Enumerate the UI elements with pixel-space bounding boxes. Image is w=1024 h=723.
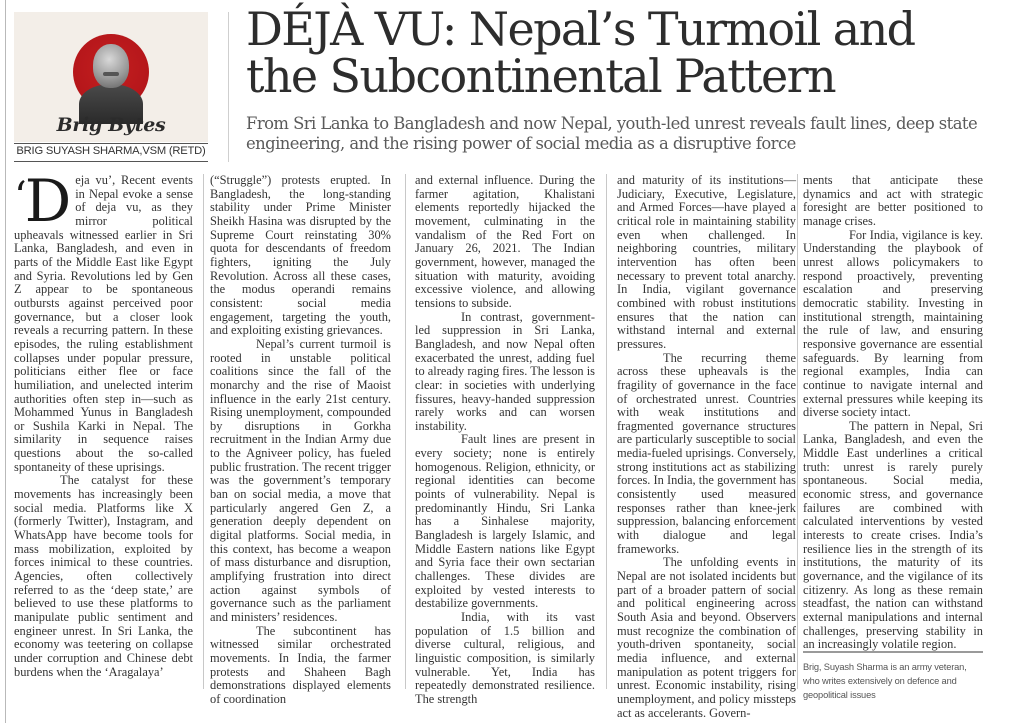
byline-rule: [14, 161, 208, 162]
paragraph: [14, 167, 193, 474]
paragraph-text: eja vu’, Recent events in Nepal evoke a sense of deja vu, as they mirror political upheavals witnessed earlier in Sri Lanka, Bangladesh, and even in parts of the Middle East like Egypt and Syria. Revolutions led by Gen Z appear to be spontaneous outbursts against perceived poor governance, but a closer look reveals a recurring pattern. In these episodes, the ruling establishment collapses under popular pressure, politicians either flee or face humiliation, and unelected interim authorities often step in—such as Mohammed Yunus in Bangladesh or Sushila Karki in Nepal. The similarity in sequence raises questions about the so-called spontaneity of these uprisings.: [14, 173, 193, 474]
column-name: Brig Bytes: [56, 114, 166, 136]
page-edge-rule: [5, 0, 6, 705]
page-edge-rule-bottom: [5, 705, 6, 723]
article-column-5: [803, 173, 983, 652]
article-column-1: [14, 167, 193, 686]
paragraph-continued: ments that anticipate these dynamics and act with strategic foresight are better positioned to manage crises.: [803, 173, 983, 228]
paragraph: The catalyst for these movements has increasingly been social media. Platforms like X (formerly Twitter), Instagram, and WhatsApp have become tools for mass mobilization, exploited by forces inimical to these countries. Agencies, often collectively referred to as the ‘deep state,’ are believed to use these platforms to manipulate public sentiment and engineer unrest. In Sri Lanka, the economy was teetering on collapse under corruption and Chinese debt burdens when the ‘Aragalaya’: [14, 473, 193, 679]
paragraph-continued: and maturity of its institutions—Judiciary, Executive, Legislature, and Armed Forces—have played a critical role in maintaining stability even when challenged. In neighboring countries, military intervention has often been necessary to prevent total anarchy. In India, vigilant governance combined with robust institutions ensures that the nation can withstand internal and external pressures.: [617, 173, 796, 351]
author-bio: Brig, Suyash Sharma is an army veteran, who writes extensively on defence and geopolitical issues: [803, 662, 967, 700]
column-rule: [405, 174, 406, 689]
byline-rule: [14, 143, 208, 144]
column-rule: [797, 174, 798, 689]
column-rule: [203, 174, 204, 689]
paragraph: The unfolding events in Nepal are not isolated incidents but part of a broader pattern of social and political engineering across South Asia and beyond. Observers must recognize the combination of youth-driven spontaneity, social media influence, and external manipulation as potent triggers for unrest. Economic instability, rising unemployment, and policy missteps act as accelerants. Govern-: [617, 555, 796, 720]
byline: BRIG SUYASH SHARMA,VSM (RETD): [16, 145, 206, 157]
avatar-mustache: [103, 72, 119, 76]
paragraph-continued: (“Struggle”) protests erupted. In Bangladesh, the long-standing stability under Prime Minister Sheikh Hasina was disrupted by the Supreme Court reinstating 30% quota for descendants of freedom fighters, igniting the July Revolution. Across all these cases, the modus operandi remains consistent: social media engagement, targeting the youth, and exploiting existing grievances.: [210, 173, 391, 338]
headline-line-2: the Subcontinental Pattern: [246, 49, 836, 103]
paragraph: The recurring theme across these upheavals is the fragility of governance in the face of orchestrated unrest. Countries with weak institutions and fragmented governance structures are particularly susceptible to social media-fueled uprisings. Conversely, strong institutions act as stabilizing forces. In India, the government has consistently used measured responses rather than knee-jerk suppression, balancing enforcement with dialogue and legal frameworks.: [617, 350, 796, 556]
masthead-divider: [228, 12, 229, 162]
drop-cap: [14, 167, 72, 235]
bio-rule: [803, 651, 983, 653]
article-column-2: [210, 173, 391, 706]
column-badge: [14, 12, 208, 142]
deck-subheadline: From Sri Lanka to Bangladesh and now Nepal, youth-led unrest reveals fault lines, deep state engineering, and the rising power of social media as a disruptive force: [246, 114, 978, 153]
article-column-4: [617, 173, 796, 720]
paragraph: Nepal’s current turmoil is rooted in unstable political coalitions since the fall of the monarchy and the rise of Maoist influence in the early 21st century. Rising unemployment, compounded by disruptions in Gorkha recruitment in the Indian Army due to the Agniveer policy, has fueled public frustration. The recent trigger was the government’s temporary ban on social media, a move that particularly angered Gen Z, a generation deeply dependent on digital platforms. Social media, in this context, has become a weapon of mass disturbance and disruption, amplifying frustration into direct action against symbols of governance such as the parliament and ministers’ residences.: [210, 336, 391, 624]
headline-line-1: DÉJÀ VU: Nepal’s Turmoil and: [246, 2, 915, 56]
paragraph: In contrast, government-led suppression in Sri Lanka, Bangladesh, and now Nepal often exacerbated the unrest, adding fuel to already raging fires. The lesson is clear: in societies with underlying fissures, heavy-handed suppression rarely works and can worsen instability.: [415, 309, 595, 433]
paragraph: Fault lines are present in every society; none is entirely homogenous. Religion, ethnicity, or regional identities can become points of vulnerability. Nepal is predominantly Hindu, Sri Lanka has a Sinhalese majority, Bangladesh is largely Islamic, and Middle Eastern nations like Egypt and Syria face their own sectarian challenges. These divides are exploited by vested interests to destabilize governments.: [415, 432, 595, 611]
paragraph: India, with its vast population of 1.5 billion and diverse cultural, religious, and linguistic composition, is similarly vulnerable. Yet, India has repeatedly demonstrated resilience. The strength: [415, 610, 595, 706]
paragraph: The pattern in Nepal, Sri Lanka, Bangladesh, and even the Middle East underlines a critical truth: unrest is rarely purely spontaneous. Social media, economic stress, and governance failures are combined with calculated interventions by vested interests to create crises. India’s resilience lies in the strength of its institutions, the maturity of its governance, and the vigilance of its citizenry. As long as these remain steadfast, the nation can withstand external manipulations and internal challenges, preserving stability in an increasingly volatile region.: [803, 418, 983, 652]
headline: [246, 2, 1016, 103]
avatar-head: [93, 44, 129, 88]
drop-cap-letter: D: [24, 167, 72, 235]
column-rule: [606, 174, 607, 689]
article-column-3: [415, 173, 595, 706]
paragraph: The subcontinent has witnessed similar orchestrated movements. In India, the farmer protests and Shaheen Bagh demonstrations displayed elements of coordination: [210, 623, 391, 706]
author-avatar: [73, 34, 149, 110]
paragraph-continued: and external influence. During the farmer agitation, Khalistani elements reportedly hijacked the movement, culminating in the vandalism of the Red Fort on January 26, 2021. The Indian government, however, managed the situation with maturity, avoiding excessive violence, and allowing tensions to subside.: [415, 173, 595, 310]
paragraph: For India, vigilance is key. Understanding the playbook of unrest allows policymakers to respond proactively, preventing escalation and preserving democratic stability. Investing in institutional strength, maintaining the rule of law, and ensuring responsive governance are essential safeguards. By learning from regional examples, India can continue to navigate internal and external pressures while keeping its diverse society intact.: [803, 227, 983, 420]
drop-cap-quote: ‘: [14, 174, 27, 220]
